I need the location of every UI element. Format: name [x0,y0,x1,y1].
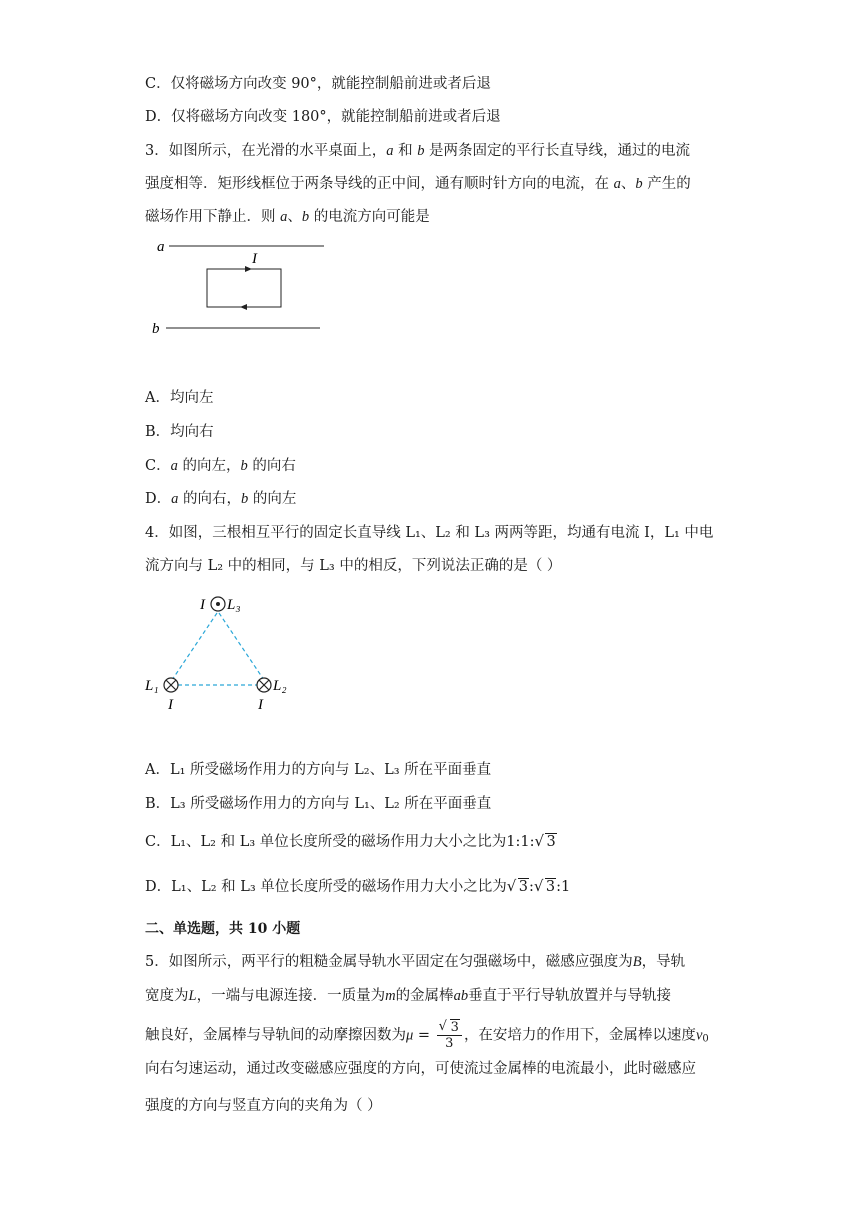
q5-fraction: √ 3 3 [437,1020,462,1051]
q4-fig-label-i-l2: I [258,697,263,713]
q3-option-b: B．均向右 [145,424,214,440]
q3-option-c: C．a 的向左，b 的向右 [145,458,296,474]
q4-fig-label-i-l3: I [200,597,205,613]
q4-figure [140,588,300,716]
q3-stem-line3: 磁场作用下静止．则 a、b 的电流方向可能是 [145,209,430,225]
sqrt-symbol: √ 3 [533,877,556,895]
q4-dash-l3-l1 [172,613,217,680]
q4-wire-l2-in-icon [257,678,271,692]
q3-option-d: D．a 的向右，b 的向左 [145,491,297,507]
q2-option-c: C．仅将磁场方向改变 90°，就能控制船前进或者后退 [145,76,491,92]
q4-fig-label-l3: L₃ [227,597,241,613]
q3-fig-label-i: I [252,251,257,267]
q5-stem-line2: 宽度为L，一端与电源连接．一质量为m的金属棒ab垂直于平行导轨放置并与导轨接 [145,988,672,1004]
q5-stem-line4: 向右匀速运动，通过改变磁感应强度的方向，可使流过金属棒的电流最小，此时磁感应 [145,1061,696,1077]
q4-stem-line1: 4．如图，三根相互平行的固定长直导线 L₁、L₂ 和 L₃ 两两等距，均通有电流 I，L₁ 中电 [145,525,714,541]
sqrt-symbol: √ 3 [438,1019,459,1035]
q5-stem-line5: 强度的方向与竖直方向的夹角为（ ） [145,1098,382,1114]
q4-option-b: B．L₃ 所受磁场作用力的方向与 L₁、L₂ 所在平面垂直 [145,796,492,812]
sqrt-symbol: √ 3 [534,832,556,850]
q4-option-d: D．L₁、L₂ 和 L₃ 单位长度所受的磁场作用力大小之比为 √ 3: √ 3:1 [145,876,570,898]
q3-arrow-top [245,266,252,272]
q5-stem-line1: 5．如图所示，两平行的粗糙金属导轨水平固定在匀强磁场中，磁感应强度为B，导轨 [145,954,686,970]
q4-wire-l1-in-icon [164,678,178,692]
section-heading: 二、单选题，共 10 小题 [145,921,301,937]
q4-fig-label-l1: L₁ [145,678,159,694]
q4-stem-line2: 流方向与 L₂ 中的相同，与 L₃ 中的相反，下列说法正确的是（ ） [145,558,562,574]
q2-option-d: D．仅将磁场方向改变 180°，就能控制船前进或者后退 [145,109,501,125]
q3-figure [145,232,335,342]
q3-fig-label-a: a [157,239,165,255]
q4-option-a: A．L₁ 所受磁场作用力的方向与 L₂、L₃ 所在平面垂直 [145,762,492,778]
q4-fig-label-i-l1: I [168,697,173,713]
q3-stem-line1: 3．如图所示，在光滑的水平桌面上，a 和 b 是两条固定的平行长直导线，通过的电流 [145,143,691,159]
q4-fig-label-l2: L₂ [273,678,287,694]
q3-option-a: A．均向左 [145,390,214,406]
q3-rect-loop [207,269,281,307]
q4-option-c: C．L₁、L₂ 和 L₃ 单位长度所受的磁场作用力大小之比为1:1: √ 3 [145,831,557,853]
q3-arrow-bottom [240,304,247,310]
q4-wire-l3-out-icon [211,597,225,611]
sqrt-symbol: √ 3 [506,877,529,895]
q3-stem-line2: 强度相等．矩形线框位于两条导线的正中间，通有顺时针方向的电流，在 a、b 产生的 [145,176,691,192]
q4-dash-l3-l2 [219,613,264,680]
q3-fig-label-b: b [152,321,160,337]
q5-stem-line3: 触良好，金属棒与导轨间的动摩擦因数为μ = √ 3 3 ，在安培力的作用下，金属棒以速度$v_0$ [145,1019,709,1051]
